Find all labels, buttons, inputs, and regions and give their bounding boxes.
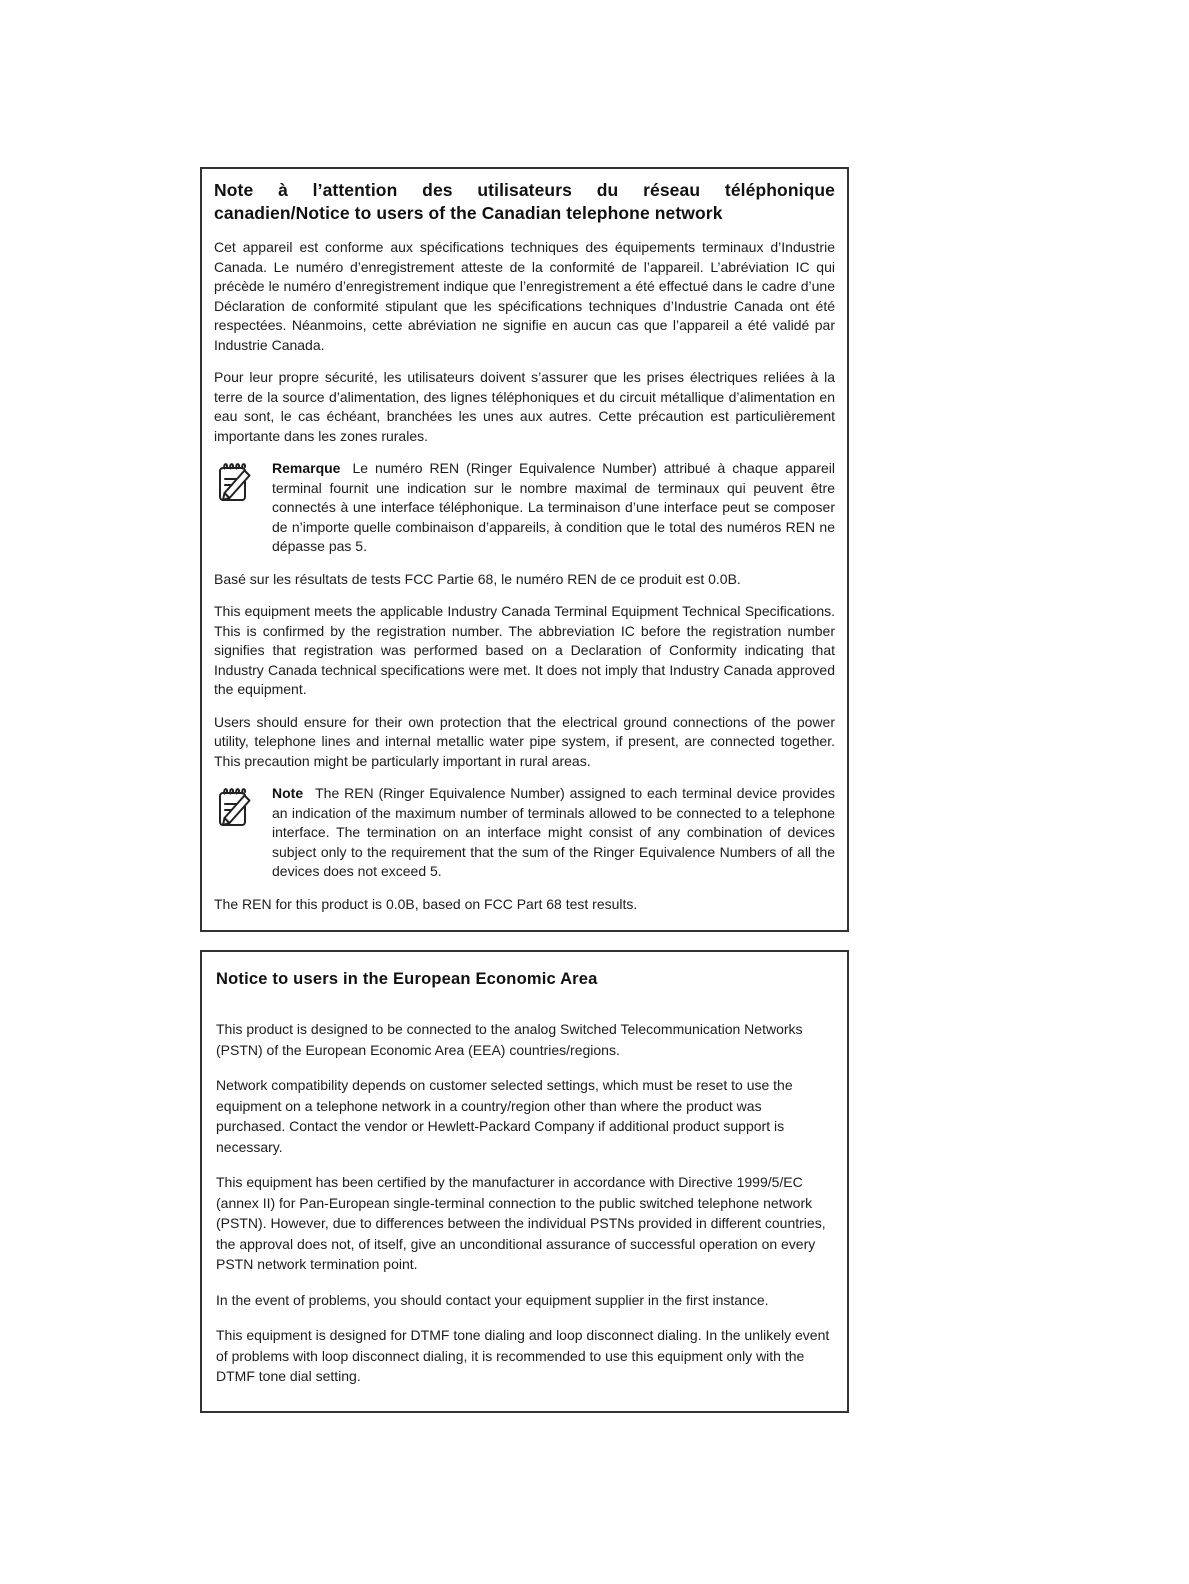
eea-notice-title: Notice to users in the European Economic Area (216, 970, 598, 988)
canadian-paragraph-fr-2: Pour leur propre sécurité, les utilisateurs doivent s’assurer que les prises électriques reliées à la terre de la source d’alimentation, des lignes téléphoniques et du circuit métallique d’alimentation en eau sont, le cas échéant, branchées les unes aux autres. Cette précaution est particulièrement importante dans les zones rurales. (214, 369, 835, 444)
eea-paragraph-4: In the event of problems, you should contact your equipment supplier in the first instance. (216, 1291, 769, 1308)
canadian-notice-title: Note à l’attention des utilisateurs du réseau téléphonique canadien/Notice to users of the Canadian telephone network (214, 180, 835, 223)
eea-notice-box (200, 950, 849, 1413)
note-callout-english (214, 784, 835, 882)
canadian-paragraph-fr-1: Cet appareil est conforme aux spécifications techniques des équipements terminaux d’Industrie Canada. Le numéro d’enregistrement atteste de la conformité de l’appareil. L’abréviation IC qui précède le numéro d’enregistrement indique que l’enregistrement a été effectué dans le cadre d’une Déclaration de conformité stipulant que les spécifications techniques d’Industrie Canada ont été respectées. Néanmoins, cette abréviation ne signifie en aucun cas que l’appareil a été validé par Industrie Canada. (214, 239, 835, 353)
note-body-english (272, 784, 835, 882)
notepad-pencil-icon (216, 816, 256, 833)
note-icon-cell (214, 784, 272, 834)
note-text-english: The REN (Ringer Equivalence Number) assigned to each terminal device provides an indication of the maximum number of terminals allowed to be connected to a telephone interface. The termination on an interface might consist of any combination of devices subject only to the requirement that the sum of the Ringer Equivalence Numbers of all the devices does not exceed 5. (272, 785, 835, 879)
canadian-telephone-notice-box (200, 167, 849, 932)
ren-statement-french: Basé sur les résultats de tests FCC Partie 68, le numéro REN de ce produit est 0.0B. (214, 570, 741, 587)
canadian-paragraph-en-1: This equipment meets the applicable Industry Canada Terminal Equipment Technical Specifications. This is confirmed by the registration number. The abbreviation IC before the registration number signifies that registration was performed based on a Declaration of Conformity indicating that Industry Canada technical specifications were met. It does not imply that Industry Canada approved the equipment. (214, 603, 835, 697)
note-icon-cell (214, 459, 272, 509)
canadian-paragraph-en-2: Users should ensure for their own protection that the electrical ground connections of the power utility, telephone lines and internal metallic water pipe system, if present, are connected together. This precaution might be particularly important in rural areas. (214, 713, 835, 769)
note-label-english: Note (272, 785, 304, 801)
eea-paragraph-2: Network compatibility depends on customer selected settings, which must be reset to use the equipment on a telephone network in a country/region other than where the product was purchased. Contact the vendor or Hewlett-Packard Company if additional product support is necessary. (216, 1077, 793, 1155)
eea-paragraph-3: This equipment has been certified by the manufacturer in accordance with Directive 1999/5/EC (annex II) for Pan-European single-terminal connection to the public switched telephone network (PSTN). However, due to differences between the individual PSTNs provided in different countries, the approval does not, of itself, give an unconditional assurance of successful operation on every PSTN network termination point. (216, 1174, 826, 1272)
note-text-french: Le numéro REN (Ringer Equivalence Number) attribué à chaque appareil terminal fournit une indication sur le nombre maximal de terminaux qui peuvent être connectés à une interface téléphonique. La terminaison d’une interface peut se composer de n’importe quelle combinaison d’appareils, à condition que le total des numéros REN ne dépasse pas 5. (272, 460, 835, 554)
eea-paragraph-1: This product is designed to be connected to the analog Switched Telecommunication Networks (PSTN) of the European Economic Area (EEA) countries/regions. (216, 1021, 803, 1058)
note-body-french (272, 459, 835, 557)
note-label-french: Remarque (272, 460, 341, 476)
ren-statement-english: The REN for this product is 0.0B, based on FCC Part 68 test results. (214, 895, 638, 912)
note-callout-french (214, 459, 835, 557)
eea-paragraph-5: This equipment is designed for DTMF tone dialing and loop disconnect dialing. In the unlikely event of problems with loop disconnect dialing, it is recommended to use this equipment only with the DTMF tone dial setting. (216, 1327, 830, 1384)
notepad-pencil-icon (216, 491, 256, 508)
